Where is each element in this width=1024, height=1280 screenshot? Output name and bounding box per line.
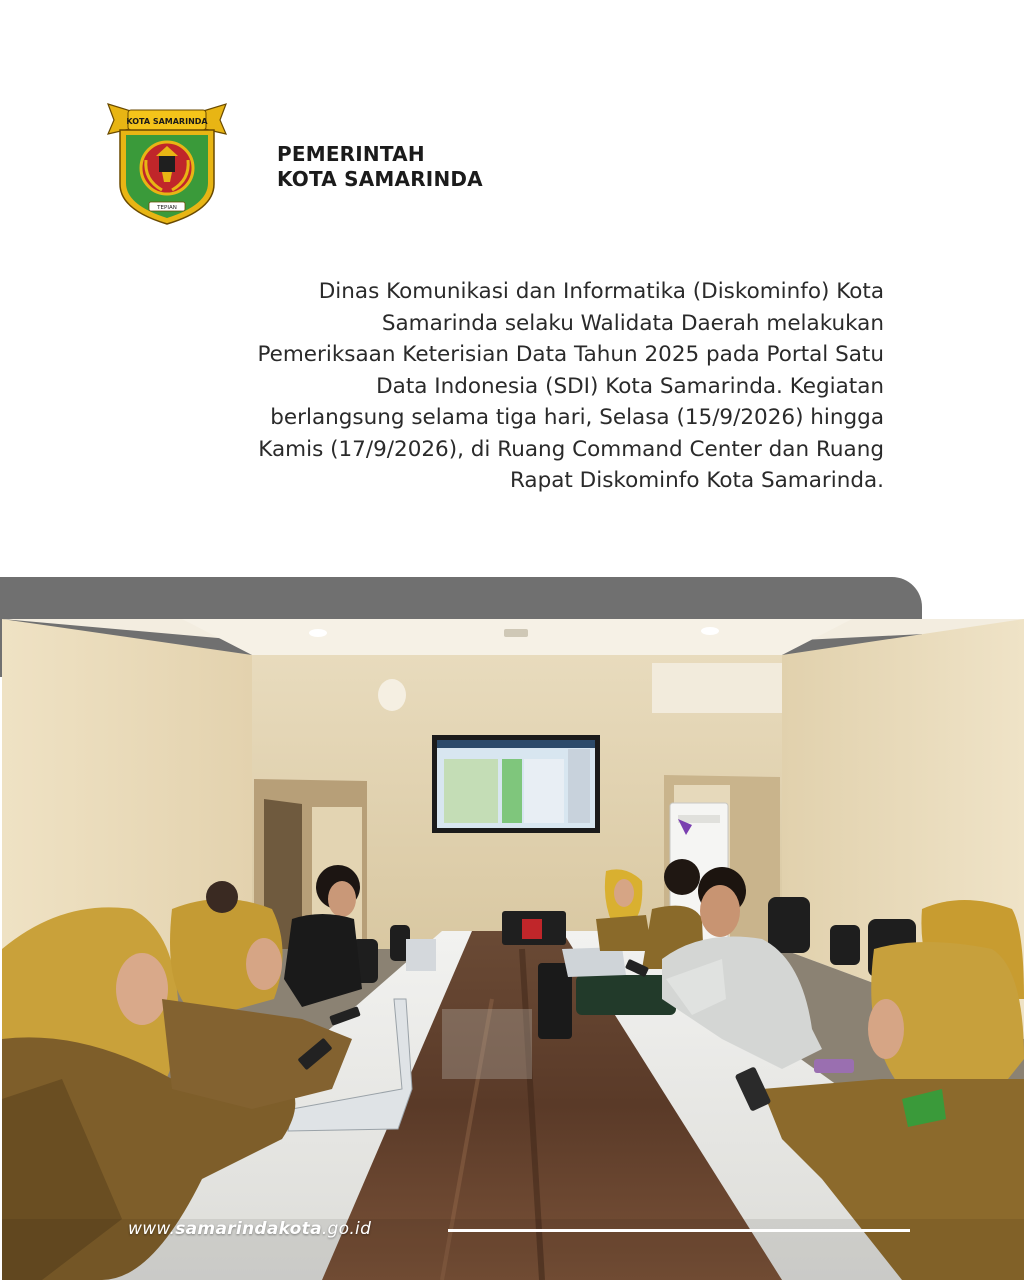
article-line: Rapat Diskominfo Kota Samarinda.	[509, 468, 884, 493]
article-line: Samarinda selaku Walidata Daerah melakukan	[381, 310, 884, 336]
logo-motto: TEPIAN	[157, 205, 177, 211]
website-url	[128, 1219, 371, 1239]
article-line: Dinas Komunikasi dan Informatika (Diskominfo) Kota	[318, 279, 884, 304]
meeting-room-photo	[2, 619, 1024, 1280]
article-line: Kamis (17/9/2026), di Ruang Command Center dan Ruang	[258, 436, 884, 462]
kota-samarinda-emblem-logo	[104, 98, 230, 228]
footer-divider	[448, 1229, 910, 1232]
article-line: Pemeriksaan Keterisian Data Tahun 2025 pada Portal Satu	[257, 342, 884, 367]
org-line-2: KOTA SAMARINDA	[277, 167, 483, 191]
article-paragraph	[124, 276, 884, 497]
organization-title	[277, 142, 483, 192]
article-line: Data Indonesia (SDI) Kota Samarinda. Kegiatan	[376, 373, 884, 399]
website-domain: samarindakota	[175, 1219, 322, 1239]
website-tld: .go.id	[321, 1219, 372, 1239]
logo-ribbon-text: KOTA SAMARINDA	[126, 117, 208, 126]
org-line-1: PEMERINTAH	[277, 142, 425, 166]
website-www: www.	[128, 1219, 176, 1239]
article-line: berlangsung selama tiga hari, Selasa (15/9/2026) hingga	[270, 405, 884, 430]
